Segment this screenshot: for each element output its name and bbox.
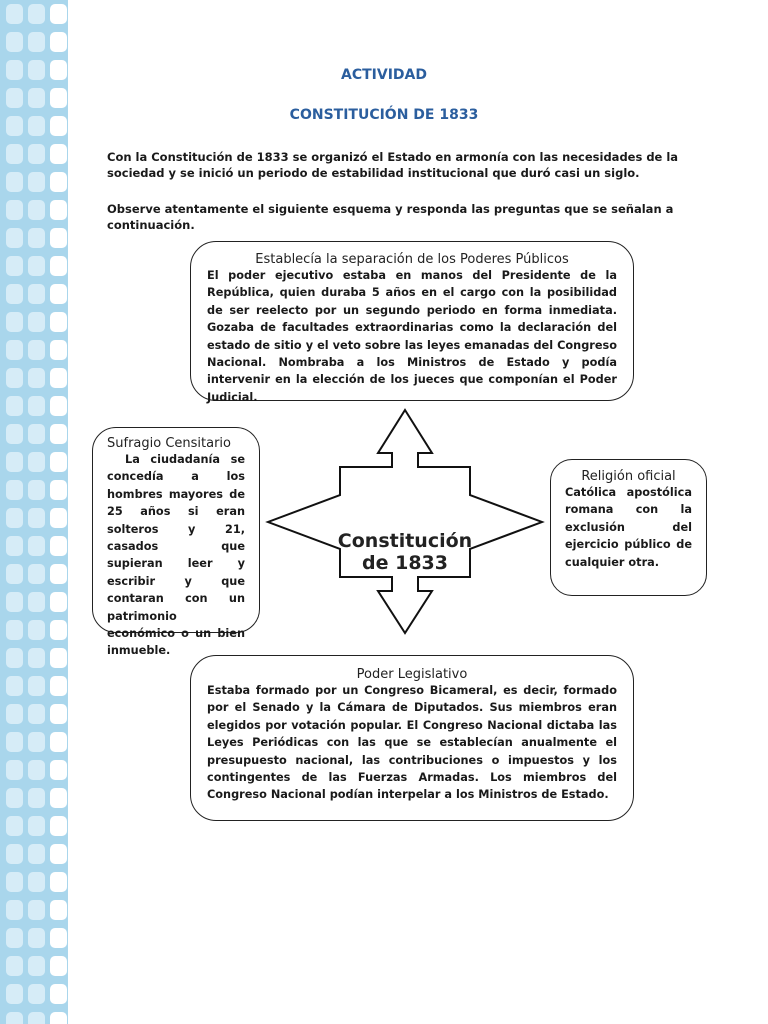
strip-dot (50, 816, 67, 836)
strip-dot (28, 172, 45, 192)
strip-dot (28, 1012, 45, 1024)
strip-dot (6, 956, 23, 976)
strip-dot (28, 256, 45, 276)
strip-dot (6, 228, 23, 248)
strip-dot (28, 88, 45, 108)
strip-dot (6, 648, 23, 668)
strip-dot (6, 732, 23, 752)
census-suffrage-box (92, 427, 260, 658)
strip-dot (28, 144, 45, 164)
strip-dot (6, 480, 23, 500)
strip-dot (50, 928, 67, 948)
strip-dot (28, 788, 45, 808)
strip-dot (50, 480, 67, 500)
strip-dot (28, 900, 45, 920)
strip-dot (50, 1012, 67, 1024)
strip-dot (28, 508, 45, 528)
strip-dot (6, 984, 23, 1004)
strip-dot (6, 452, 23, 472)
strip-dot (28, 816, 45, 836)
strip-dot (6, 564, 23, 584)
strip-dot (28, 704, 45, 724)
strip-dot (6, 788, 23, 808)
strip-dot (50, 536, 67, 556)
census-suffrage-title: Sufragio Censitario (107, 436, 232, 451)
strip-dot (50, 32, 67, 52)
strip-dot (50, 452, 67, 472)
strip-dot (28, 536, 45, 556)
strip-dot (28, 620, 45, 640)
instruction-paragraph: Observe atentamente el siguiente esquema y responda las preguntas que se señalan a continuación. (107, 202, 674, 232)
strip-dot (6, 32, 23, 52)
strip-dot (50, 284, 67, 304)
official-religion-title: Religión oficial (581, 469, 676, 484)
strip-dot (50, 788, 67, 808)
strip-dot (6, 1012, 23, 1024)
strip-dot (28, 228, 45, 248)
activity-heading: ACTIVIDAD (341, 67, 427, 83)
strip-dot (6, 592, 23, 612)
strip-dot (50, 312, 67, 332)
strip-dot (50, 592, 67, 612)
dotted-pattern (0, 0, 68, 1024)
strip-dot (50, 256, 67, 276)
official-religion-box (550, 459, 707, 596)
strip-dot (50, 732, 67, 752)
legislative-power-text: Estaba formado por un Congreso Bicameral, es decir, formado por el Senado y la Cámara de Diputados. Sus miembros eran elegidos por votación popular. El Congreso Nacional dictaba las Leyes Periódicas con las que se establecían anualmente el presupuesto nacional, las contribuciones o impuestos y los contingentes de las Fuerzas Armadas. Los miembros del Congreso Nacional podían interpelar a los Ministros de Estado. (207, 684, 617, 802)
page-title: CONSTITUCIÓN DE 1833 (289, 107, 479, 123)
strip-dot (6, 508, 23, 528)
strip-dot (6, 676, 23, 696)
strip-dot (50, 620, 67, 640)
strip-dot (6, 844, 23, 864)
strip-dot (28, 564, 45, 584)
strip-dot (6, 620, 23, 640)
strip-dot (28, 480, 45, 500)
executive-power-box (190, 241, 634, 404)
strip-dot (28, 424, 45, 444)
legislative-power-box (190, 655, 634, 821)
strip-dot (28, 312, 45, 332)
strip-dot (28, 592, 45, 612)
strip-dot (50, 872, 67, 892)
strip-dot (6, 872, 23, 892)
census-suffrage-text: La ciudadanía se concedía a los hombres mayores de 25 años si eran solteros y 21, casados que supieran leer y escribir y que contaran con un patrimonio económico o un bien inmueble. (107, 453, 245, 658)
strip-dot (6, 536, 23, 556)
strip-dot (28, 284, 45, 304)
strip-dot (50, 228, 67, 248)
strip-dot (50, 200, 67, 220)
strip-dot (28, 32, 45, 52)
four-way-arrow-icon (260, 405, 550, 637)
strip-dot (6, 172, 23, 192)
strip-dot (6, 340, 23, 360)
strip-dot (50, 172, 67, 192)
strip-dot (6, 396, 23, 416)
strip-dot (50, 704, 67, 724)
strip-dot (50, 844, 67, 864)
strip-dot (28, 368, 45, 388)
strip-dot (50, 900, 67, 920)
strip-dot (28, 4, 45, 24)
strip-dot (6, 368, 23, 388)
strip-dot (50, 396, 67, 416)
strip-dot (50, 564, 67, 584)
strip-dot (28, 452, 45, 472)
intro-paragraph: Con la Constitución de 1833 se organizó el Estado en armonía con las necesidades de la sociedad y se inició un periodo de estabilidad institucional que duró casi un siglo. (107, 150, 679, 180)
decorative-side-strip (0, 0, 68, 1024)
strip-dot (6, 312, 23, 332)
strip-dot (50, 508, 67, 528)
strip-dot (6, 200, 23, 220)
strip-dot (6, 424, 23, 444)
strip-dot (6, 900, 23, 920)
strip-dot (6, 88, 23, 108)
strip-dot (50, 676, 67, 696)
strip-dot (6, 760, 23, 780)
strip-dot (50, 144, 67, 164)
strip-dot (50, 760, 67, 780)
executive-power-text: El poder ejecutivo estaba en manos del Presidente de la República, quien duraba 5 años en el cargo con la posibilidad de ser reelecto por un segundo periodo en forma inmediata. Gozaba de facultades extraordinarias como la declaración del estado de sitio y el veto sobre las leyes emanadas del Congreso Nacional. Nombraba a los Ministros de Estado y podía intervenir en la elección de los jueces que componían el Poder Judicial. (207, 269, 617, 404)
strip-dot (50, 88, 67, 108)
strip-dot (6, 704, 23, 724)
strip-dot (28, 200, 45, 220)
strip-dot (6, 928, 23, 948)
strip-dot (50, 368, 67, 388)
strip-dot (50, 424, 67, 444)
strip-dot (28, 872, 45, 892)
executive-power-title: Establecía la separación de los Poderes Públicos (255, 252, 569, 267)
strip-dot (28, 984, 45, 1004)
strip-dot (6, 284, 23, 304)
strip-dot (6, 816, 23, 836)
legislative-power-title: Poder Legislativo (356, 667, 468, 682)
strip-dot (50, 648, 67, 668)
strip-dot (50, 340, 67, 360)
strip-dot (28, 928, 45, 948)
strip-dot (28, 648, 45, 668)
strip-dot (6, 256, 23, 276)
official-religion-text: Católica apostólica romana con la exclusión del ejercicio público de cualquier otra. (565, 486, 692, 569)
strip-dot (28, 340, 45, 360)
strip-dot (28, 676, 45, 696)
strip-dot (50, 956, 67, 976)
diagram-center-label: Constitución de 1833 (337, 530, 473, 574)
strip-dot (50, 4, 67, 24)
strip-dot (28, 732, 45, 752)
strip-dot (6, 144, 23, 164)
strip-dot (6, 4, 23, 24)
strip-dot (28, 396, 45, 416)
strip-dot (28, 844, 45, 864)
strip-dot (50, 984, 67, 1004)
strip-dot (28, 956, 45, 976)
strip-dot (28, 760, 45, 780)
